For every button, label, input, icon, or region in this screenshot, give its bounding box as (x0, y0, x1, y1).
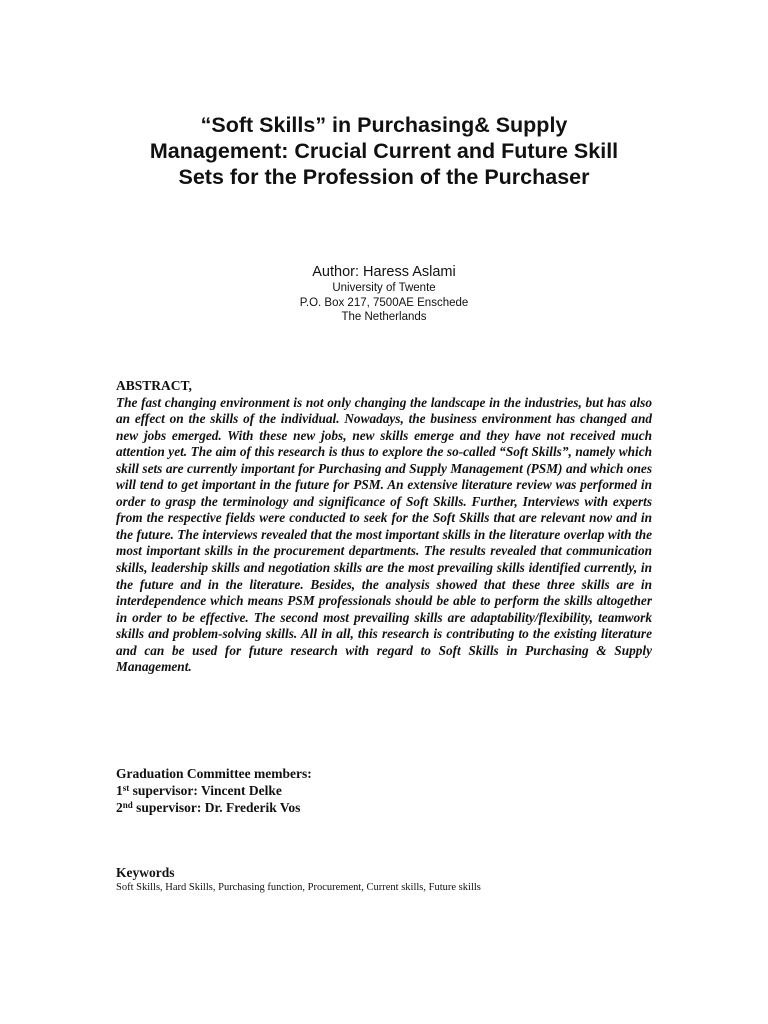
author-block (184, 263, 584, 325)
second-supervisor-name: supervisor: Dr. Frederik Vos (132, 800, 301, 815)
abstract-section (116, 378, 652, 676)
author-country: The Netherlands (341, 311, 427, 323)
title-line-3: Sets for the Profession of the Purchaser (178, 165, 590, 189)
paper-title (100, 112, 668, 190)
second-supervisor (116, 799, 652, 816)
author-university: University of Twente (332, 282, 436, 294)
first-supervisor-suffix: st (122, 783, 130, 793)
first-supervisor-name: supervisor: Vincent Delke (129, 783, 282, 798)
second-supervisor-ordinal: 2 (116, 800, 123, 815)
committee-heading: Graduation Committee members: (116, 766, 312, 781)
title-line-1: “Soft Skills” in Purchasing& Supply (200, 113, 568, 137)
committee-section (116, 765, 652, 816)
first-supervisor-ordinal: 1 (116, 783, 123, 798)
keywords-list: Soft Skills, Hard Skills, Purchasing function, Procurement, Current skills, Future skills (116, 882, 481, 893)
first-supervisor (116, 782, 652, 799)
second-supervisor-suffix: nd (122, 800, 133, 810)
author-address: P.O. Box 217, 7500AE Enschede (299, 296, 469, 309)
author-name: Author: Haress Aslami (312, 264, 456, 280)
title-line-2: Management: Crucial Current and Future Skill (149, 139, 619, 163)
abstract-heading: ABSTRACT, (116, 378, 192, 393)
keywords-heading: Keywords (116, 865, 175, 880)
keywords-section (116, 864, 652, 894)
abstract-text: The fast changing environment is not only changing the landscape in the industries, but has also an effect on the skills of the individual. Nowadays, the business environment has changed and new jobs emerged. With these new jobs, new skills emerge and they have not received much attention yet. The aim of this research is thus to explore the so-called “Soft Skills”, namely which skill sets are currently important for Purchasing and Supply Management (PSM) and which ones will tend to get important in the future for PSM. An extensive literature review was performed in order to grasp the terminology and significance of Soft Skills. Further, Interviews with experts from the respective fields were conducted to seek for the Soft Skills that are relevant now and in the future. The interviews revealed that the most important skills in the literature overlap with the most important skills in the procurement departments. The results revealed that communication skills, leadership skills and negotiation skills are the most prevailing skills identified currently, in the future and in the literature. Besides, the analysis showed that these three skills are in interdependence which means PSM professionals should be able to perform the skills altogether in order to be effective. The second most prevailing skills are adaptability/flexibility, teamwork skills and problem-solving skills. All in all, this research is contributing to the existing literature and can be used for future research with regard to Soft Skills in Purchasing & Supply Management. (116, 394, 652, 675)
